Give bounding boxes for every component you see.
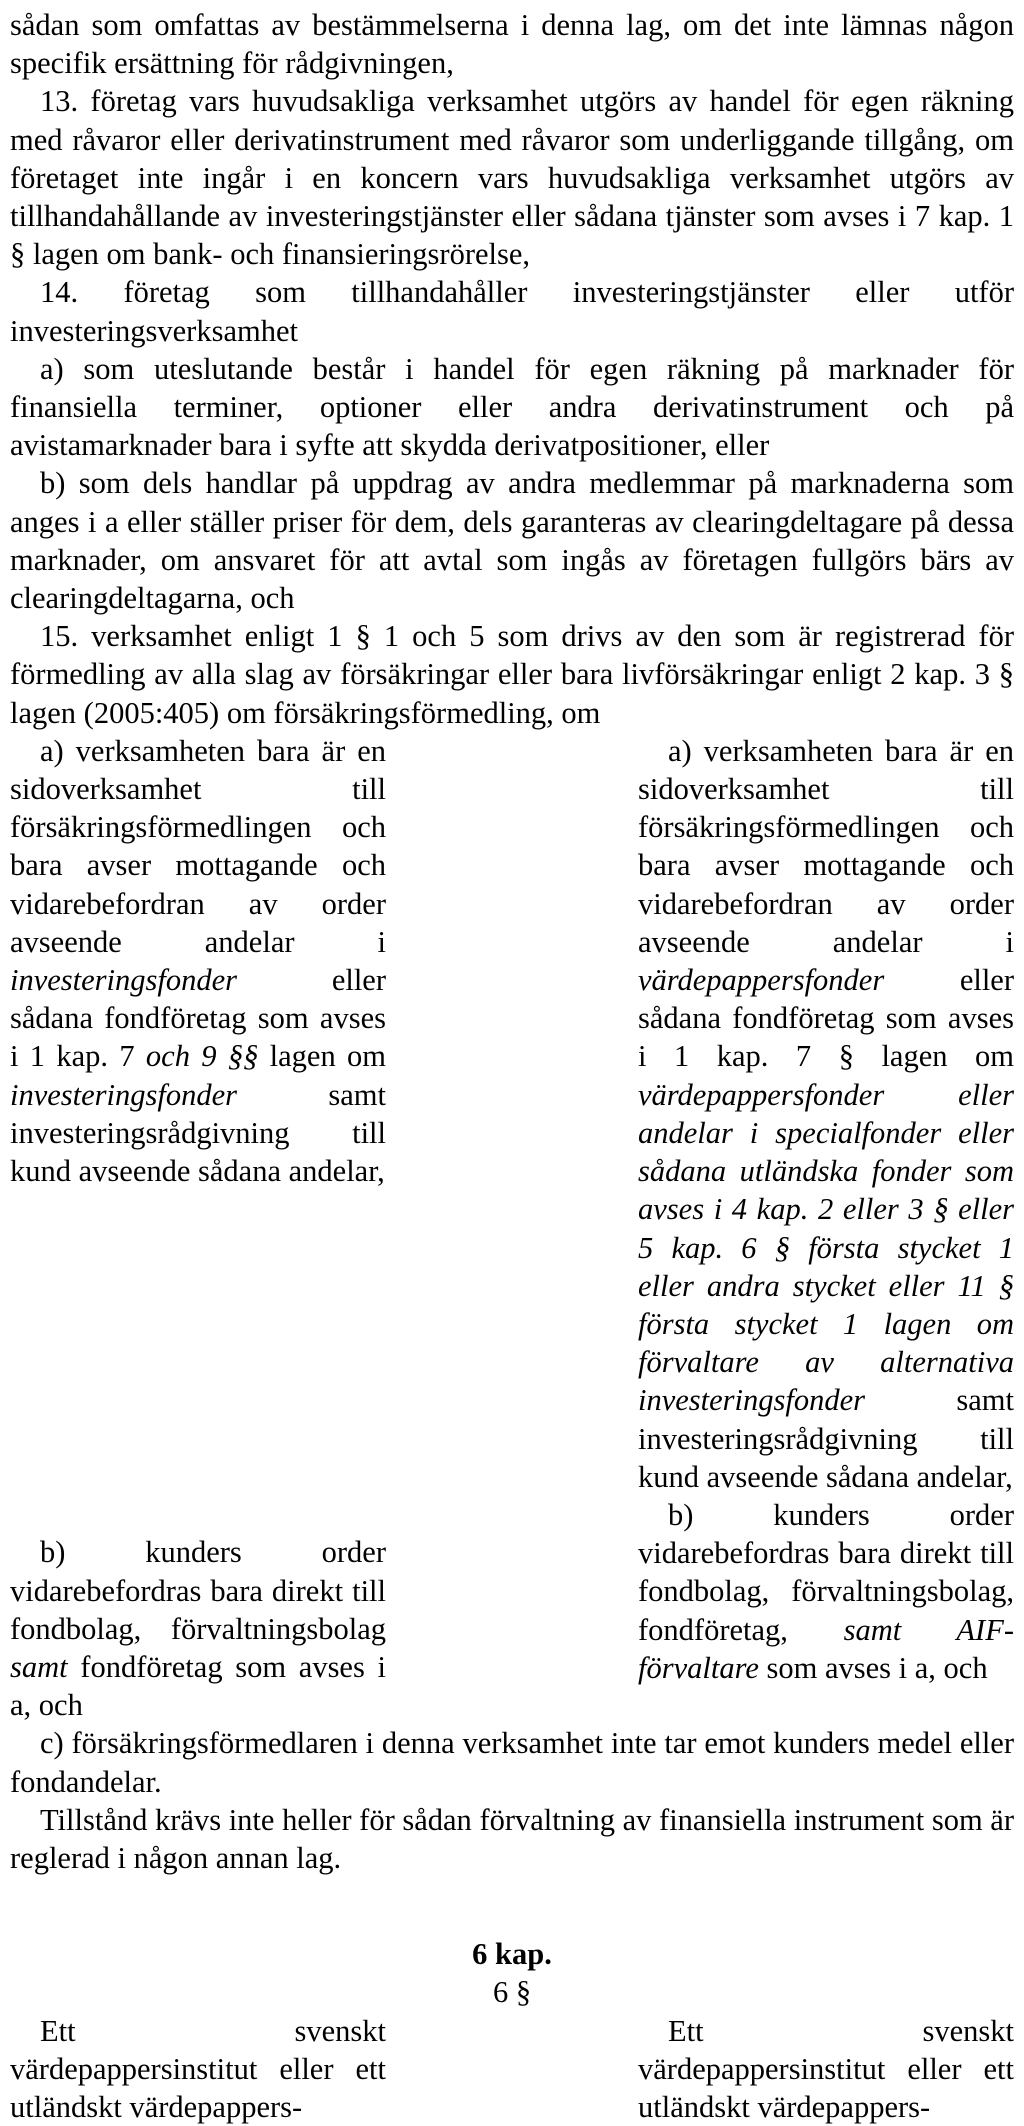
chapter-right-column: [638, 2012, 1014, 2126]
comparison-columns: [10, 732, 1014, 1724]
paragraph-tillstand: Tillstånd krävs inte heller för sådan förvaltning av finansiella instrument som är reglerad i någon annan lag.: [10, 1802, 1014, 1875]
left-item-b: b) kunders order vidarebefordras bara direkt till fondbolag, förvaltningsbolag samt fondföretag som avses i a, och: [10, 1535, 386, 1723]
paragraph-item-13: 13. företag vars huvudsakliga verksamhet utgörs av handel för egen räkning med råvaror eller derivatinstrument med råvaror som underliggande tillgång, om företaget inte ingår i en koncern vars huvudsakliga verksamhet utgörs av tillhandahållande av investeringstjänster eller sådana tjänster som avses i 7 kap. 1 § lagen om bank- och finansieringsrörelse,: [10, 84, 1014, 272]
chapter-right-paragraph: Ett svenskt värdepappersinstitut eller ett utländskt värdepappers-: [638, 2013, 1014, 2124]
bottom-full-width-text: [10, 1724, 1014, 1877]
paragraph-item-15: 15. verksamhet enligt 1 § 1 och 5 som drivs av den som är registrerad för förmedling av alla slag av försäkringar eller bara livförsäkringar enligt 2 kap. 3 § lagen (2005:405) om försäkringsförmedling, om: [10, 619, 1014, 730]
chapter-left-paragraph: Ett svenskt värdepappersinstitut eller ett utländskt värdepappers-: [10, 2013, 386, 2124]
right-item-b: b) kunders order vidarebefordras bara direkt till fondbolag, förvaltningsbolag, fondföretag, samt AIF-förvaltare som avses i a, och: [638, 1497, 1014, 1685]
right-column-proposed-wording: [638, 732, 1014, 1724]
paragraph-item-14a: a) som uteslutande består i handel för egen räkning på marknader för finansiella terminer, optioner eller andra derivatinstrument och på avistamarknader bara i syfte att skydda derivatpositioner, eller: [10, 351, 1014, 463]
paragraph-item-15c: c) försäkringsförmedlaren i denna verksamhet inte tar emot kunders medel eller fondandelar.: [10, 1726, 1014, 1799]
chapter-heading: 6 kap.: [472, 1937, 552, 1972]
paragraph-item-14: 14. företag som tillhandahåller investeringstjänster eller utför investeringsverksamhet: [10, 275, 1014, 348]
section-heading: 6 §: [492, 1975, 532, 2010]
left-column-spacer: [10, 1190, 386, 1533]
top-full-width-text: [10, 6, 1014, 732]
paragraph-continuation: sådan som omfattas av bestämmelserna i denna lag, om det inte lämnas någon specifik ersättning för rådgivningen,: [10, 8, 1014, 81]
right-item-a: a) verksamheten bara är en sidoverksamhet till försäkringsförmedlingen och bara avser mottagande och vidarebefordran av order avseende andelar i värdepappersfonder eller sådana fondföretag som avses i 1 kap. 7 § lagen om värdepappersfonder eller andelar i specialfonder eller sådana utländska fonder som avses i 4 kap. 2 eller 3 § eller 5 kap. 6 § första stycket 1 eller andra stycket eller 11 § första stycket 1 lagen om förvaltare av alternativa investeringsfonder samt investeringsrådgivning till kund avseende sådana andelar,: [638, 733, 1014, 1494]
chapter-comparison-columns: [10, 2012, 1014, 2126]
chapter-left-column: [10, 2012, 386, 2126]
paragraph-item-14b: b) som dels handlar på uppdrag av andra medlemmar på marknaderna som anges i a eller ställer priser för dem, dels garanteras av clearingdeltagare på dessa marknader, om ansvaret för att avtal som ingås av företagen fullgörs bärs av clearingdeltagarna, och: [10, 466, 1014, 616]
left-column-current-wording: [10, 732, 386, 1724]
left-item-a: a) verksamheten bara är en sidoverksamhet till försäkringsförmedlingen och bara avser mottagande och vidarebefordran av order avseende andelar i investeringsfonder eller sådana fondföretag som avses i 1 kap. 7 och 9 §§ lagen om investeringsfonder samt investeringsrådgivning till kund avseende sådana andelar,: [10, 733, 386, 1189]
